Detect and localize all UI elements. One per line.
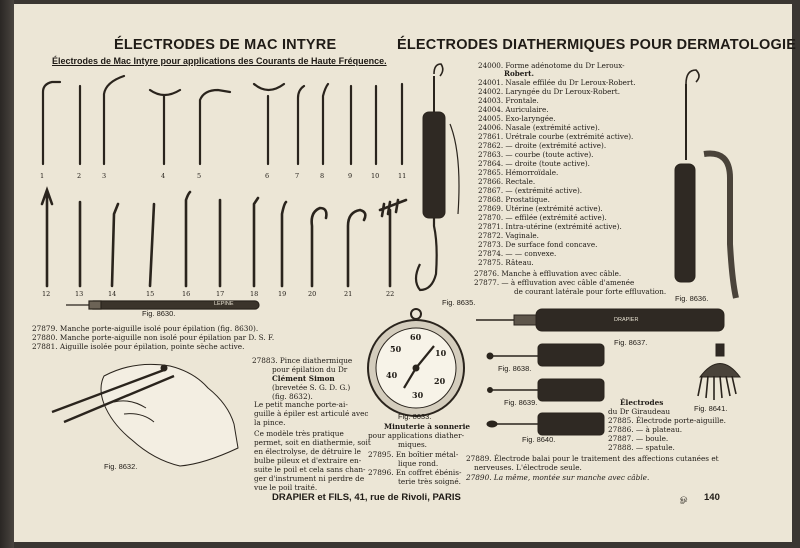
giraudeau-line: 27887. — boule. <box>608 434 669 443</box>
manche-item: 27880. Manche porte-aiguille non isolé pour épilation par D. S. F. <box>32 333 275 342</box>
catalogue-item: 27871. Intra-utérine (extrémité active). <box>478 222 622 231</box>
electrode-number: 15 <box>146 290 155 298</box>
catalogue-item: 24001. Nasale effilée du Dr Leroux-Robert. <box>478 78 636 87</box>
minuterie-line: terie très soigné. <box>398 477 461 486</box>
pince-text: guille à épiler est articulé avec <box>254 409 369 418</box>
fig-8636-label: Fig. 8636. <box>675 294 709 303</box>
manche-item: 27879. Manche porte-aiguille isolé pour épilation (fig. 8630). <box>32 324 259 333</box>
minuterie-line: 27896. En coffret ébénis- <box>368 468 462 477</box>
catalogue-item: 27870. — effilée (extrémité active). <box>478 213 607 222</box>
pince-line: Clément Simon <box>272 374 335 383</box>
title-right: ÉLECTRODES DIATHERMIQUES POUR DERMATOLOGIE <box>397 37 797 53</box>
dial-number: 20 <box>434 376 446 386</box>
catalogue-item: 27868. Prostatique. <box>478 195 550 204</box>
pince-text: permet, soit en diathermie, soit <box>254 438 371 447</box>
pince-text: Le petit manche porte-ai- <box>254 400 348 409</box>
fig-8630-label: Fig. 8630. <box>142 309 176 318</box>
fig-8633-label: Fig. 8633. <box>398 412 432 421</box>
minuterie-line: 27895. En boîtier métal- <box>368 450 459 459</box>
fig-8641-label: Fig. 8641. <box>694 404 728 413</box>
pince-line: pour épilation du Dr <box>272 365 348 374</box>
footer-address: DRAPIER et FILS, 41, rue de Rivoli, PARIS <box>272 492 461 503</box>
pince-text: vue le poil traité. <box>254 483 318 492</box>
catalogue-item: 27875. Râteau. <box>478 258 534 267</box>
pince-text: la pince. <box>254 418 286 427</box>
page-number: 140 <box>704 492 720 503</box>
catalogue-item: 27876. Manche à effluvation avec câble. <box>474 269 622 278</box>
electrode-number: 16 <box>182 290 191 298</box>
pince-text: en électrolyse, de détruire le <box>254 447 361 456</box>
manche-item: 27881. Aiguille isolée pour épilation, pointe sèche active. <box>32 342 245 351</box>
giraudeau-line: 27886. — à plateau. <box>608 425 683 434</box>
catalogue-item: 27872. Vaginale. <box>478 231 539 240</box>
minuterie-line: Minuterie à sonnerie <box>384 422 471 431</box>
catalogue-item: 27877. — à effluvation avec câble d'amenée <box>474 278 635 287</box>
fig-8639-label: Fig. 8639. <box>504 398 538 407</box>
electrode-number: 11 <box>398 172 407 180</box>
electrode-number: 17 <box>216 290 225 298</box>
catalogue-item: 27869. Utérine (extrémité active). <box>478 204 603 213</box>
title-left: ÉLECTRODES DE MAC INTYRE <box>114 37 337 53</box>
electrode-number: 4 <box>161 172 166 180</box>
electrode-number: 5 <box>197 172 202 180</box>
catalogue-item: 27866. Rectale. <box>478 177 536 186</box>
catalogue-item: 27863. — courbe (toute active). <box>478 150 594 159</box>
catalogue-item: 27861. Urétrale courbe (extrémité active). <box>478 132 634 141</box>
catalogue-item: 27865. Hémorroïdale. <box>478 168 559 177</box>
catalogue-item: 27862. — droite (extrémité active). <box>478 141 607 150</box>
balai-line: 27890. La même, montée sur manche avec câble. <box>466 473 650 482</box>
giraudeau-line: du Dr Giraudeau <box>608 407 671 416</box>
dial-number: 40 <box>386 370 398 380</box>
drapier-handle-label: DRAPIER <box>614 317 639 323</box>
dial-number: 50 <box>390 344 402 354</box>
pince-text: Ce modèle très pratique <box>254 429 344 438</box>
catalogue-item: 27867. — (extrémité active). <box>478 186 583 195</box>
catalogue-item: Robert. <box>504 69 534 78</box>
catalogue-item: 24000. Forme adénotome du Dr Leroux- <box>478 61 625 70</box>
pince-line: 27883. Pince diathermique <box>252 356 353 365</box>
catalogue-item: 24006. Nasale (extrémité active). <box>478 123 600 132</box>
electrode-number: 22 <box>386 290 395 298</box>
catalogue-item: 27864. — droite (toute active). <box>478 159 590 168</box>
dial-number: 30 <box>412 390 424 400</box>
catalogue-item: 27873. De surface fond concave. <box>478 240 598 249</box>
book-spine <box>0 0 14 548</box>
electrode-number: 18 <box>250 290 259 298</box>
catalogue-item: 24004. Auriculaire. <box>478 105 549 114</box>
fig-8638-label: Fig. 8638. <box>498 364 532 373</box>
minuterie-line: miques. <box>398 440 428 449</box>
electrode-number: 9 <box>348 172 353 180</box>
giraudeau-line: 27888. — spatule. <box>608 443 675 452</box>
electrode-number: 10 <box>371 172 380 180</box>
electrode-number: 6 <box>265 172 270 180</box>
subtitle: Électrodes de Mac Intyre pour applications des Courants de Haute Fréquence. <box>52 56 387 66</box>
electrode-number: 8 <box>320 172 325 180</box>
catalogue-item: 24002. Laryngée du Dr Leroux-Robert. <box>478 87 620 96</box>
fig-8640-label: Fig. 8640. <box>522 435 556 444</box>
pince-line: (fig. 8632). <box>272 392 313 401</box>
electrode-number: 13 <box>75 290 84 298</box>
electrode-number: 1 <box>40 172 45 180</box>
pince-text: suite le poil et cela sans chan- <box>254 465 366 474</box>
catalogue-item: 27874. — — convexe. <box>478 249 557 258</box>
dial-number: 10 <box>435 348 447 358</box>
pince-text: ger d'instrument ni perdre de <box>254 474 365 483</box>
minuterie-line: lique rond. <box>398 459 439 468</box>
electrode-number: 21 <box>344 290 353 298</box>
dial-number: 60 <box>410 332 422 342</box>
page-mark: ௐ <box>680 493 689 503</box>
balai-line: 27889. Électrode balai pour le traitement des affections cutanées et <box>466 454 719 463</box>
fig-8632-label: Fig. 8632. <box>104 462 138 471</box>
catalogue-page <box>14 4 797 542</box>
lepine-label: LEPINE <box>214 301 234 307</box>
electrode-number: 7 <box>295 172 300 180</box>
catalogue-item: de courant latérale pour forte effluvation. <box>514 287 667 296</box>
fig-8637-label: Fig. 8637. <box>614 338 648 347</box>
electrode-number: 12 <box>42 290 51 298</box>
catalogue-item: 24003. Frontale. <box>478 96 539 105</box>
catalogue-item: 24005. Exo-laryngée. <box>478 114 556 123</box>
fig-8635-label: Fig. 8635. <box>442 298 476 307</box>
electrode-number: 14 <box>108 290 117 298</box>
electrode-number: 3 <box>102 172 107 180</box>
pince-line: (brevetée S. G. D. G.) <box>272 383 351 392</box>
electrode-number: 19 <box>278 290 287 298</box>
electrode-number: 2 <box>77 172 82 180</box>
electrode-number: 20 <box>308 290 317 298</box>
giraudeau-line: 27885. Électrode porte-aiguille. <box>608 416 727 425</box>
balai-line: nerveuses. L'électrode seule. <box>474 463 582 472</box>
giraudeau-line: Électrodes <box>620 398 664 407</box>
minuterie-line: pour applications diather- <box>368 431 465 440</box>
pince-text: bulbe pileux et d'extraire en- <box>254 456 362 465</box>
